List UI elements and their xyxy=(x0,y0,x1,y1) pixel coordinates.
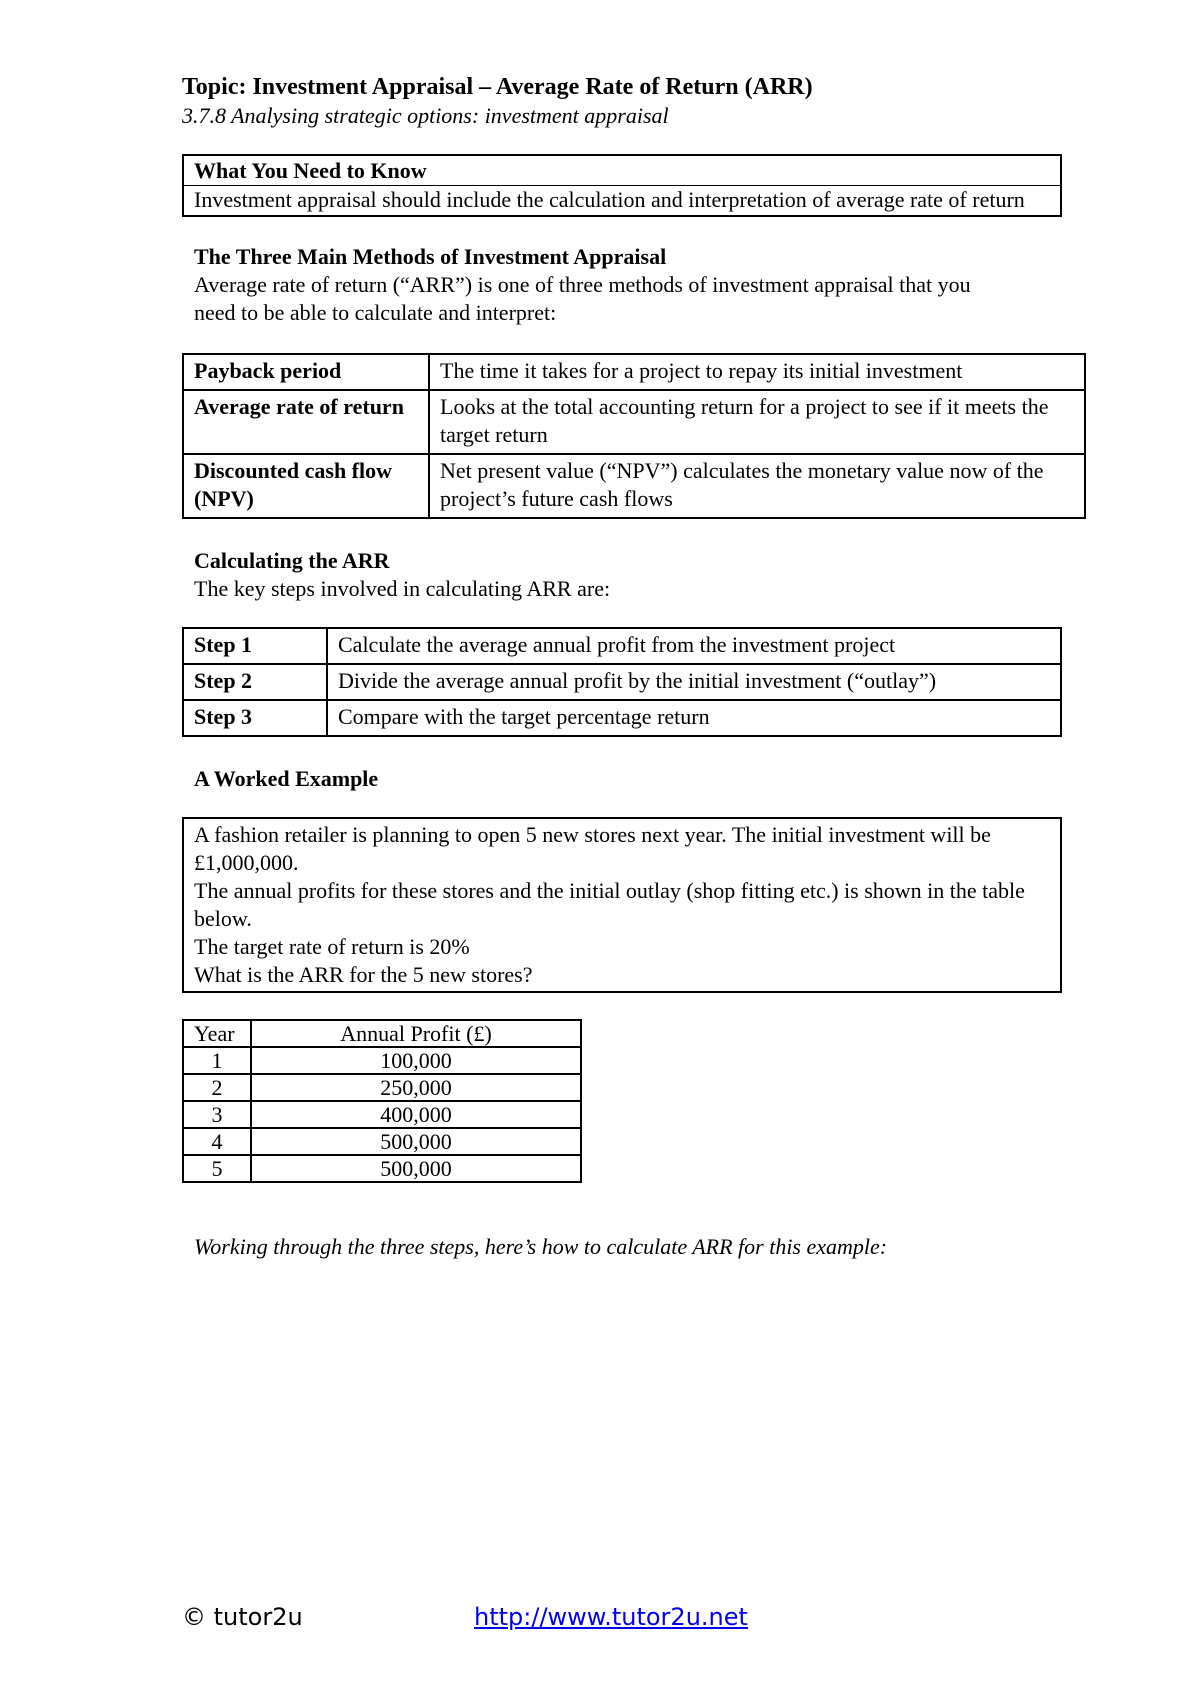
table-row xyxy=(183,1101,581,1128)
profit-cell: 500,000 xyxy=(251,1128,581,1155)
example-box xyxy=(182,817,1062,993)
table-row xyxy=(183,1155,581,1182)
step-desc: Calculate the average annual profit from the investment project xyxy=(327,628,1061,664)
example-line: The target rate of return is 20% xyxy=(194,934,470,959)
need-to-know-body: Investment appraisal should include the calculation and interpretation of average rate of return xyxy=(194,187,1025,212)
table-row xyxy=(183,454,1085,518)
example-line: The annual profits for these stores and the initial outlay (shop fitting etc.) is shown in the table below. xyxy=(194,878,1025,931)
method-label: Discounted cash flow (NPV) xyxy=(183,454,429,518)
year-cell: 2 xyxy=(183,1074,251,1101)
profit-cell: 500,000 xyxy=(251,1155,581,1182)
page-footer xyxy=(182,1600,1062,1634)
profit-cell: 100,000 xyxy=(251,1047,581,1074)
example-title: A Worked Example xyxy=(194,766,379,791)
column-header: Year xyxy=(183,1020,251,1047)
profit-cell: 400,000 xyxy=(251,1101,581,1128)
methods-intro: Average rate of return (“ARR”) is one of three methods of investment appraisal that you need to be able to calculate and interpret: xyxy=(194,272,971,325)
steps-table xyxy=(182,627,1062,737)
method-desc: Net present value (“NPV”) calculates the monetary value now of the project’s future cash flows xyxy=(429,454,1085,518)
calc-intro: The key steps involved in calculating ARR are: xyxy=(194,576,611,601)
example-line: A fashion retailer is planning to open 5 new stores next year. The initial investment will be £1,000,000. xyxy=(194,822,991,875)
footer-brand: © tutor2u xyxy=(182,1603,303,1631)
year-cell: 4 xyxy=(183,1128,251,1155)
method-desc: The time it takes for a project to repay its initial investment xyxy=(429,354,1085,390)
need-to-know-box xyxy=(182,154,1062,217)
profit-cell: 250,000 xyxy=(251,1074,581,1101)
example-line: What is the ARR for the 5 new stores? xyxy=(194,962,533,987)
calc-section-title: Calculating the ARR xyxy=(194,548,390,573)
table-row xyxy=(183,1128,581,1155)
method-desc: Looks at the total accounting return for a project to see if it meets the target return xyxy=(429,390,1085,454)
table-row xyxy=(183,1074,581,1101)
table-row xyxy=(183,628,1061,664)
methods-section-title: The Three Main Methods of Investment Appraisal xyxy=(194,244,667,269)
footer-website-link[interactable]: http://www.tutor2u.net xyxy=(474,1603,748,1631)
year-cell: 1 xyxy=(183,1047,251,1074)
page-title: Topic: Investment Appraisal – Average Rate of Return (ARR) xyxy=(182,74,813,100)
year-cell: 5 xyxy=(183,1155,251,1182)
method-label: Average rate of return xyxy=(183,390,429,454)
step-label: Step 3 xyxy=(183,700,327,736)
methods-table xyxy=(182,353,1086,519)
need-to-know-heading: What You Need to Know xyxy=(184,156,1060,186)
column-header: Annual Profit (£) xyxy=(251,1020,581,1047)
table-row xyxy=(183,664,1061,700)
step-label: Step 1 xyxy=(183,628,327,664)
table-row xyxy=(183,390,1085,454)
table-row xyxy=(183,1047,581,1074)
table-row xyxy=(183,700,1061,736)
table-row xyxy=(183,354,1085,390)
page-subtitle: 3.7.8 Analysing strategic options: investment appraisal xyxy=(182,103,669,128)
year-cell: 3 xyxy=(183,1101,251,1128)
step-desc: Compare with the target percentage return xyxy=(327,700,1061,736)
step-desc: Divide the average annual profit by the initial investment (“outlay”) xyxy=(327,664,1061,700)
method-label: Payback period xyxy=(183,354,429,390)
profit-table xyxy=(182,1019,582,1183)
step-label: Step 2 xyxy=(183,664,327,700)
closing-instruction: Working through the three steps, here’s how to calculate ARR for this example: xyxy=(194,1234,888,1259)
table-header-row xyxy=(183,1020,581,1047)
document-page xyxy=(182,72,1062,1261)
